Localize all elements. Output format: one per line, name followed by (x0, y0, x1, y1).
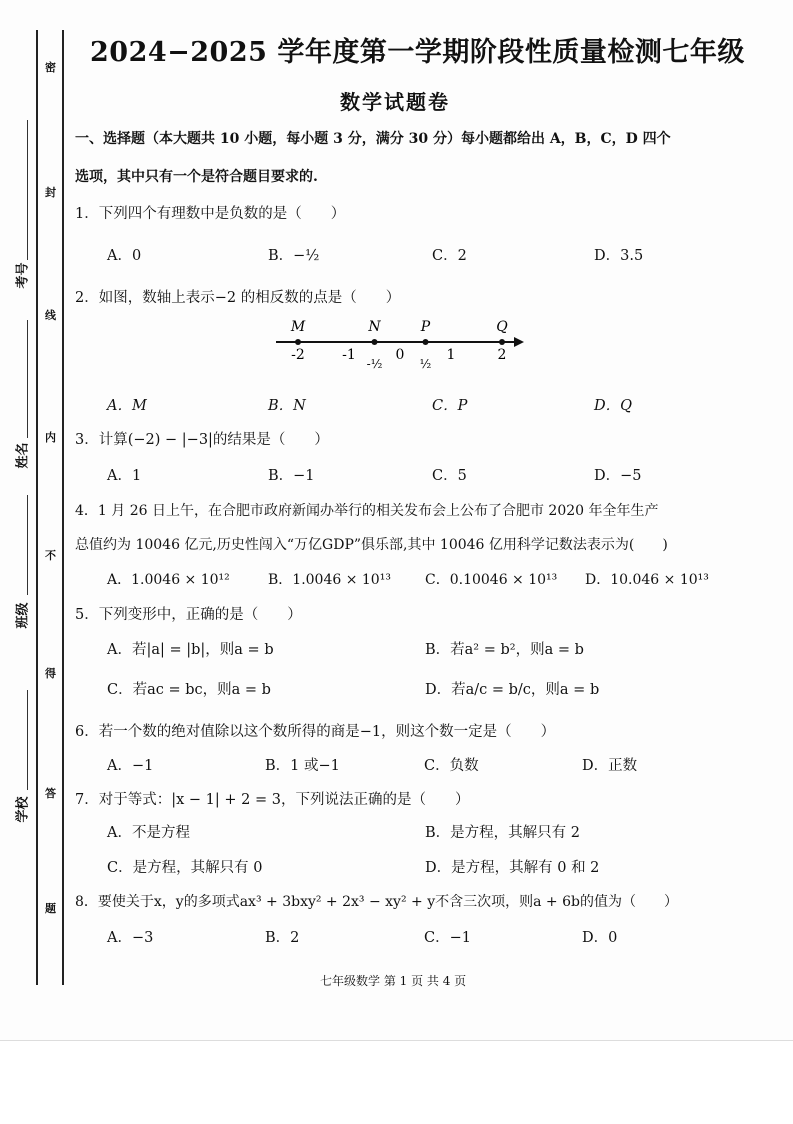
point-label-q: Q (496, 319, 508, 335)
option-c[interactable]: C．−1 (424, 930, 471, 946)
question-stem: 4．1 月 26 日上午，在合肥市政府新闻办举行的相关发布会上公布了合肥市 2020 年全年生产 (75, 503, 659, 519)
option-a[interactable]: A．不是方程 (107, 825, 190, 841)
school-label: 学校 (15, 796, 31, 823)
point-q (499, 339, 505, 345)
option-d[interactable]: D．是方程，其解有 0 和 2 (425, 860, 600, 876)
question-stem-cont: 总值约为 10046 亿元,历史性闯入“万亿GDP”俱乐部,其中 10046 亿用科学记数法表示为( ) (75, 537, 668, 553)
option-b[interactable]: B．若a² = b²，则a = b (425, 642, 584, 658)
option-c[interactable]: C．负数 (424, 758, 479, 774)
exam-number-label: 考号 (15, 262, 31, 289)
option-b[interactable]: B．−½ (268, 248, 320, 264)
section-heading: 一、选择题（本大题共 10 小题，每小题 3 分，满分 30 分）每小题都给出 A，B，C，D 四个 (75, 131, 671, 147)
option-b[interactable]: B．1 或−1 (265, 758, 340, 774)
number-line-arrow (514, 337, 524, 347)
exam-number-field[interactable] (27, 120, 28, 260)
school-field[interactable] (27, 690, 28, 790)
option-c[interactable]: C．是方程，其解只有 0 (107, 860, 263, 876)
seal-char: 密 (45, 61, 56, 74)
option-b[interactable]: B．1.0046 × 10¹³ (268, 572, 391, 588)
question-stem: 8．要使关于x，y的多项式ax³ + 3bxy² + 2x³ − xy² + y不含三次项，则a + 6b的值为（ ） (75, 894, 678, 910)
seal-char: 得 (45, 667, 56, 680)
option-c[interactable]: C．5 (432, 468, 467, 484)
option-c[interactable]: C．0.10046 × 10¹³ (425, 572, 558, 588)
option-a[interactable]: A．1 (107, 468, 142, 484)
option-d[interactable]: D．0 (582, 930, 618, 946)
point-n (372, 339, 378, 345)
tick-label: 2 (497, 347, 507, 363)
margin-line-right (62, 30, 64, 985)
point-label-n: N (368, 319, 381, 335)
point-p (423, 339, 429, 345)
seal-char: 答 (45, 787, 56, 800)
option-b[interactable]: B．N (268, 398, 306, 414)
option-b[interactable]: B．−1 (268, 468, 315, 484)
option-a[interactable]: A．0 (107, 248, 142, 264)
name-label: 姓名 (15, 442, 31, 469)
seal-char: 封 (45, 186, 56, 199)
number-line-figure (270, 315, 530, 375)
option-d[interactable]: D．若a/c = b/c，则a = b (425, 682, 600, 698)
seal-char: 不 (45, 549, 56, 562)
section-heading-cont: 选项，其中只有一个是符合题目要求的. (75, 169, 318, 185)
option-c[interactable]: C．若ac = bc，则a = b (107, 682, 271, 698)
option-a[interactable]: A．M (107, 398, 147, 414)
option-c[interactable]: C．P (432, 398, 468, 414)
class-label: 班级 (15, 602, 31, 629)
name-field[interactable] (27, 320, 28, 438)
option-a[interactable]: A．1.0046 × 10¹² (107, 572, 230, 588)
question-stem: 3．计算(−2) − |−3|的结果是（ ） (75, 432, 329, 448)
class-field[interactable] (27, 495, 28, 595)
option-d[interactable]: D．正数 (582, 758, 638, 774)
option-c[interactable]: C．2 (432, 248, 467, 264)
tick-label: 1 (446, 347, 456, 363)
tick-label: -1 (342, 347, 356, 363)
point-label-m: M (290, 319, 306, 335)
question-stem: 1．下列四个有理数中是负数的是（ ） (75, 206, 346, 222)
tick-label: 0 (395, 347, 405, 363)
fraction-tick-label: -½ (366, 357, 383, 371)
option-a[interactable]: A．−1 (107, 758, 154, 774)
option-b[interactable]: B．2 (265, 930, 300, 946)
tick-label: -2 (291, 347, 305, 363)
option-b[interactable]: B．是方程，其解只有 2 (425, 825, 580, 841)
option-d[interactable]: D．−5 (594, 468, 642, 484)
question-stem: 7．对于等式：|x − 1| + 2 = 3，下列说法正确的是（ ） (75, 792, 470, 808)
question-stem: 6．若一个数的绝对值除以这个数所得的商是−1，则这个数一定是（ ） (75, 724, 556, 740)
option-d[interactable]: D．10.046 × 10¹³ (585, 572, 709, 588)
fraction-tick-label: ½ (419, 357, 432, 371)
point-label-p: P (420, 319, 431, 335)
page-title: 2024−2025 学年度第一学期阶段性质量检测七年级 (90, 37, 745, 68)
question-stem: 2．如图，数轴上表示−2 的相反数的点是（ ） (75, 290, 401, 306)
page-subtitle: 数学试题卷 (340, 90, 450, 114)
option-d[interactable]: D．3.5 (594, 248, 644, 264)
seal-char: 内 (45, 431, 56, 444)
page-footer: 七年级数学 第 1 页 共 4 页 (320, 974, 467, 988)
blank-area (0, 1040, 793, 1124)
option-d[interactable]: D．Q (594, 398, 633, 414)
point-m (295, 339, 301, 345)
option-a[interactable]: A．−3 (107, 930, 154, 946)
seal-char: 线 (45, 309, 56, 322)
margin-line-left (36, 30, 38, 985)
option-a[interactable]: A．若|a| = |b|，则a = b (107, 642, 274, 658)
seal-char: 题 (45, 902, 56, 915)
question-stem: 5．下列变形中，正确的是（ ） (75, 607, 302, 623)
